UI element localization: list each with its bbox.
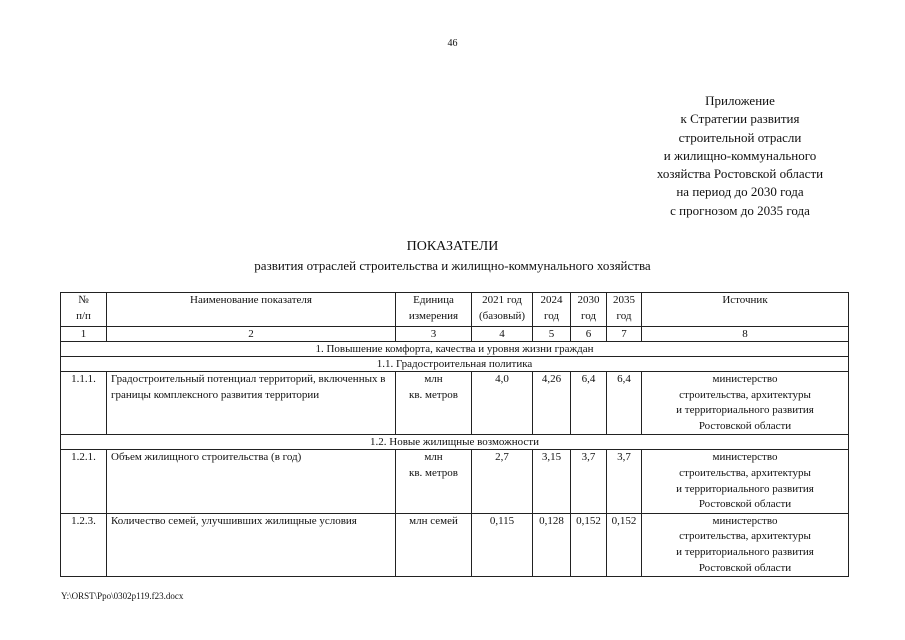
row-name: Количество семей, улучшивших жилищные условия	[107, 513, 396, 576]
indicators-table	[60, 292, 849, 577]
column-number: 5	[533, 327, 571, 342]
table-header-row	[61, 293, 849, 327]
row-value-2035: 0,152	[607, 513, 642, 576]
appendix-line: хозяйства Ростовской области	[656, 166, 824, 182]
row-source: министерство строительства, архитектуры и территориального развития Ростовской области	[642, 513, 849, 576]
column-number: 1	[61, 327, 107, 342]
row-unit: млн семей	[396, 513, 472, 576]
header-name: Наименование показателя	[107, 293, 396, 327]
header-2024: 2024 год	[533, 293, 571, 327]
section-1-1-title: 1.1. Градостроительная политика	[61, 357, 849, 372]
header-2030: 2030 год	[571, 293, 607, 327]
column-number: 8	[642, 327, 849, 342]
row-name: Объем жилищного строительства (в год)	[107, 450, 396, 513]
row-source: министерство строительства, архитектуры и территориального развития Ростовской области	[642, 450, 849, 513]
row-source: министерство строительства, архитектуры и территориального развития Ростовской области	[642, 372, 849, 435]
row-name: Градостроительный потенциал территорий, включенных в границы комплексного развития территории	[107, 372, 396, 435]
column-numbers-row	[61, 327, 849, 342]
row-value-2024: 4,26	[533, 372, 571, 435]
row-num: 1.1.1.	[61, 372, 107, 435]
row-value-2030: 6,4	[571, 372, 607, 435]
section-1-2-title: 1.2. Новые жилищные возможности	[61, 435, 849, 450]
row-num: 1.2.1.	[61, 450, 107, 513]
section-row	[61, 357, 849, 372]
table-row	[61, 513, 849, 576]
appendix-line: на период до 2030 года	[676, 184, 804, 200]
section-row	[61, 435, 849, 450]
row-value-2024: 0,128	[533, 513, 571, 576]
row-value-2035: 6,4	[607, 372, 642, 435]
row-value-2021: 4,0	[472, 372, 533, 435]
column-number: 3	[396, 327, 472, 342]
page-number: 46	[447, 38, 458, 49]
appendix-line: строительной отрасли	[678, 129, 802, 145]
table-row	[61, 372, 849, 435]
row-value-2024: 3,15	[533, 450, 571, 513]
row-value-2021: 2,7	[472, 450, 533, 513]
appendix-line: к Стратегии развития	[680, 111, 800, 127]
column-number: 4	[472, 327, 533, 342]
header-num: № п/п	[61, 293, 107, 327]
column-number: 2	[107, 327, 396, 342]
header-source: Источник	[642, 293, 849, 327]
appendix-line: Приложение	[705, 93, 775, 108]
row-value-2021: 0,115	[472, 513, 533, 576]
document-heading: ПОКАЗАТЕЛИ	[406, 239, 499, 254]
column-number: 7	[607, 327, 642, 342]
row-value-2030: 3,7	[571, 450, 607, 513]
header-unit: Единица измерения	[396, 293, 472, 327]
header-2035: 2035 год	[607, 293, 642, 327]
column-number: 6	[571, 327, 607, 342]
row-value-2035: 3,7	[607, 450, 642, 513]
row-unit: млн кв. метров	[396, 372, 472, 435]
footer-file-path: Y:\ORST\Ppo\0302p119.f23.docx	[61, 591, 184, 601]
row-unit: млн кв. метров	[396, 450, 472, 513]
row-num: 1.2.3.	[61, 513, 107, 576]
section-row	[61, 342, 849, 357]
header-2021: 2021 год (базовый)	[472, 293, 533, 327]
appendix-block	[560, 92, 905, 220]
appendix-line: с прогнозом до 2035 года	[670, 202, 810, 218]
document-subheading: развития отраслей строительства и жилищно-коммунального хозяйства	[254, 258, 651, 273]
appendix-line: и жилищно-коммунального	[663, 147, 817, 163]
row-value-2030: 0,152	[571, 513, 607, 576]
section-1-title: 1. Повышение комфорта, качества и уровня жизни граждан	[61, 342, 849, 357]
table-row	[61, 450, 849, 513]
